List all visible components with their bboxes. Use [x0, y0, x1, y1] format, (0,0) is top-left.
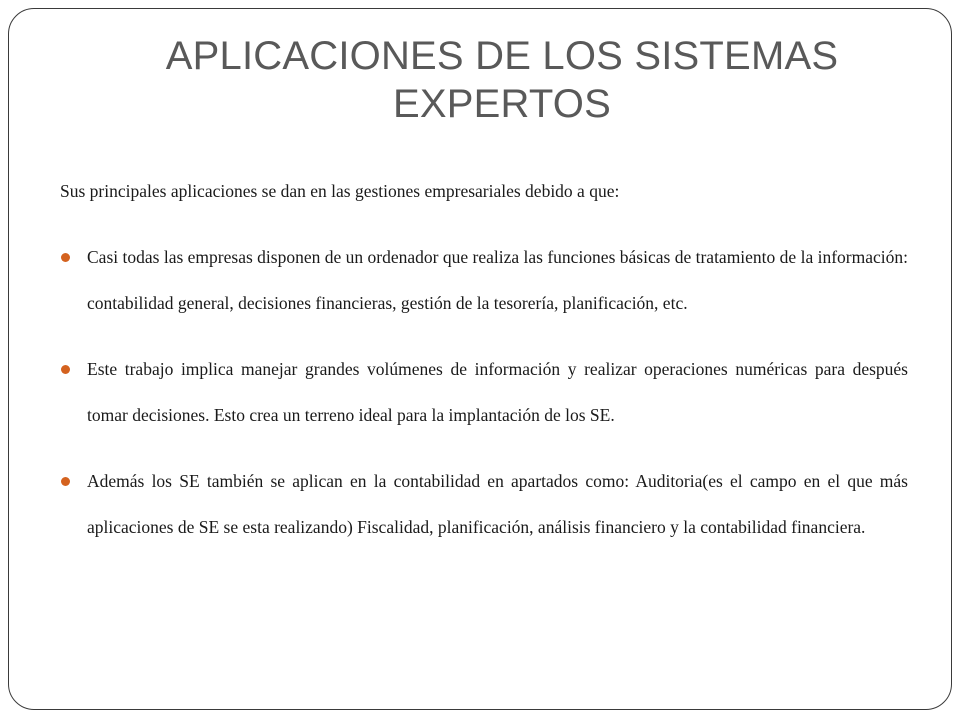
slide-body	[60, 176, 908, 570]
slide-title-line-2: EXPERTOS	[393, 82, 611, 126]
bullet-item	[60, 458, 908, 550]
bullet-dot-icon	[61, 477, 70, 486]
bullet-text: Este trabajo implica manejar grandes volúmenes de información y realizar operaciones numéricas para después tomar decisiones. Esto crea un terreno ideal para la implantación de los SE.	[87, 359, 908, 425]
bullet-item	[60, 346, 908, 438]
slide-title-line-1: APLICACIONES DE LOS SISTEMAS	[165, 34, 839, 78]
intro-paragraph: Sus principales aplicaciones se dan en las gestiones empresariales debido a que:	[60, 181, 620, 201]
slide-title	[100, 32, 904, 128]
bullet-text: Además los SE también se aplican en la contabilidad en apartados como: Auditoria(es el campo en el que más aplicaciones de SE se esta realizando) Fiscalidad, planificación, análisis financiero y la contabilidad financiera.	[87, 471, 908, 537]
bullet-dot-icon	[61, 365, 70, 374]
bullet-item	[60, 234, 908, 326]
bullet-dot-icon	[61, 253, 70, 262]
bullet-text: Casi todas las empresas disponen de un ordenador que realiza las funciones básicas de tratamiento de la información: contabilidad general, decisiones financieras, gestión de la tesorería, planificación, etc.	[87, 247, 908, 313]
